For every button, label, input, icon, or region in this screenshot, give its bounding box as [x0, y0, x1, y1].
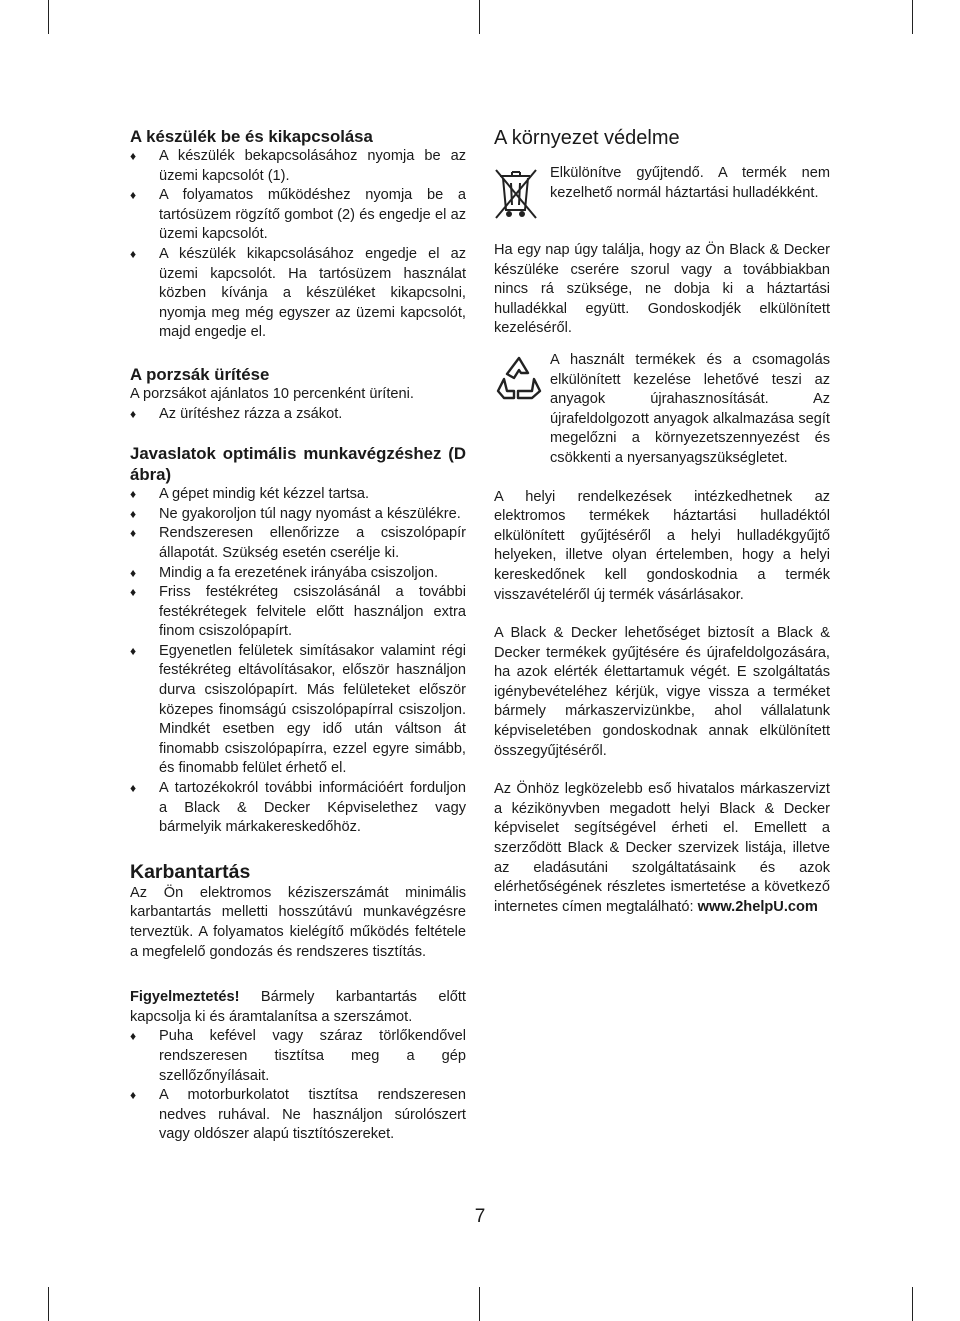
recycle-notice — [494, 353, 830, 469]
warning-list — [130, 1027, 466, 1145]
crop-mark-bottom-center — [479, 1287, 480, 1321]
dustbag-text: A porzsákot ajánlatos 10 percenként üríteni. — [130, 385, 414, 402]
crop-mark-bottom-right — [912, 1287, 913, 1321]
crop-mark-top-right — [912, 0, 913, 34]
bullet-diamond-icon: ♦ — [130, 565, 137, 580]
bullet-diamond-icon: ♦ — [130, 406, 137, 421]
list-item: ♦ A motorburkolatot tisztítsa rendszeresen nedves ruhával. Ne használjon súrolószert vagy oldószer alapú tisztítószereket. — [130, 1087, 466, 1143]
section-title-tips: Javaslatok optimális munkavégzéshez (D ábra) — [130, 444, 466, 485]
bullet-diamond-icon: ♦ — [130, 526, 137, 541]
maintenance-text: Az Ön elektromos kéziszerszámát minimális karbantartás melletti hosszútávú munkavégzésre terveztük. A folyamatos kielégítő működés feltétele a megfelelő gondozás és rendszeres tisztítás. — [130, 884, 466, 960]
list-item: ♦ Az ürítéshez rázza a zsákot. — [130, 405, 466, 425]
list-item: ♦ A készülék bekapcsolásához nyomja be az üzemi kapcsolót (1). — [130, 148, 466, 184]
bullet-diamond-icon: ♦ — [130, 506, 137, 521]
warning-paragraph — [130, 988, 466, 1027]
list-item: ♦ Friss festékréteg csiszolásánál a további festékrétegek felvitele előtt használjon extra finom csiszolópapírt. — [130, 584, 466, 640]
list-item: ♦ A folyamatos működéshez nyomja be a tartósüzem rögzítő gombot (2) és engedje el az üzemi kapcsolót. — [130, 187, 466, 243]
list-item: ♦ A gépet mindig két kézzel tartsa. — [130, 485, 466, 505]
service-link[interactable]: www.2helpU.com — [697, 898, 818, 915]
section-title-switching: A készülék be és kikapcsolása — [130, 127, 373, 146]
section-title-maintenance: Karbantartás — [130, 860, 251, 883]
crop-mark-bottom-left — [48, 1287, 49, 1321]
right-column — [494, 126, 830, 917]
crossed-bin-icon — [494, 166, 550, 227]
env-paragraph-3: A Black & Decker lehetőséget biztosít a Black & Decker termékek gyűjtésére és újrafeldolgozására, ha azok elérték élettartamuk végét. E szolgáltatás igénybevételéhez kérjük, vigye vissza a terméket bármely márkaszervizünkbe, ahol vállalatunk képviseletében gondoskodnak annak elkülönített összegyűjtéséről. — [494, 625, 830, 759]
warning-text: Bármely karbantartás előtt kapcsolja ki és áramtalanítsa a szerszámot. — [130, 989, 466, 1025]
bullet-diamond-icon: ♦ — [130, 585, 137, 600]
section-title-environment: A környezet védelme — [494, 127, 680, 149]
recycle-icon — [494, 353, 550, 408]
env-paragraph-4: Az Önhöz legközelebb eső hivatalos márkaszervizt a kézikönyvben megadott helyi Black & Decker képviselet segítségével érheti el. Emellett a szerződött Black & Decker szervizek listája, illetve az eladásutáni szolgáltatásaink és azok elérhetőségének részletes ismertetése a következő internetes címen megtalálható: www.2helpU.com — [494, 781, 830, 915]
crop-mark-top-center — [479, 0, 480, 34]
bullet-diamond-icon: ♦ — [130, 487, 137, 502]
crop-mark-top-left — [48, 0, 49, 34]
bullet-diamond-icon: ♦ — [130, 246, 137, 261]
switching-list — [130, 147, 466, 343]
left-column — [130, 126, 466, 1145]
bullet-diamond-icon: ♦ — [130, 149, 137, 163]
list-item: ♦ Ne gyakoroljon túl nagy nyomást a készülékre. — [130, 505, 466, 525]
list-item: ♦ Egyenetlen felületek simításakor valamint régi festékréteg eltávolításakor, először használjon durva csiszolópapírt. Más felületeket először közepes finomságú csiszolópapírral csiszoljon. Mindkét esetben egy idő után váltson át finomabb csiszolópapírra, ezzel egyre simább, és finomabb felület érhető el. — [130, 642, 466, 777]
list-item: ♦ Mindig a fa erezetének irányába csiszoljon. — [130, 564, 466, 584]
bin-notice — [494, 166, 830, 227]
list-item: ♦ Rendszeresen ellenőrizze a csiszolópapír állapotát. Szükség esetén cserélje ki. — [130, 525, 466, 561]
list-item: ♦ A tartozékokról további információért forduljon a Black & Decker Képviselethez vagy bármelyik márkakereskedőhöz. — [130, 780, 466, 836]
bullet-diamond-icon: ♦ — [130, 188, 137, 203]
recycle-notice-text: A használt termékek és a csomagolás elkülönített kezelése lehetővé teszi az anyagok újrahasznosítását. Az újrafeldolgozott anyagok alkalmazása segít megelőzni a környezetszennyezést és csökkenti a nyersanyagszükségletet. — [550, 351, 830, 466]
dustbag-list — [130, 405, 466, 425]
tips-list — [130, 485, 466, 838]
env-paragraph-1: Ha egy nap úgy találja, hogy az Ön Black & Decker készüléke cserére szorul vagy a továbbiakban nincs rá szüksége, ne dobja ki a háztartási hulladékkal együtt. Gondoskodjék elkülönített kezeléséről. — [494, 242, 830, 337]
bullet-diamond-icon: ♦ — [130, 1029, 137, 1044]
bullet-diamond-icon: ♦ — [130, 781, 137, 796]
list-item: ♦ A készülék kikapcsolásához engedje el az üzemi kapcsolót. Ha tartósüzem használat közben kívánja a készüléket kikapcsolni, nyomja meg még egyszer az üzemi kapcsolót, majd engedje el. — [130, 245, 466, 341]
env-paragraph-2: A helyi rendelkezések intézkedhetnek az elektromos termékek háztartási hulladéktól elkülönített gyűjtéséről a helyi hulladékgyűjtő helyeken, illetve olyan értelemben, hogy a helyi kereskedőnek kell gondoskodnia a termék visszavételéről új termék vásárlásakor. — [494, 488, 830, 603]
warning-label: Figyelmeztetés! — [130, 989, 240, 1006]
list-item: ♦ Puha kefével vagy száraz törlőkendővel rendszeresen tisztítsa meg a gép szellőzőnyílásait. — [130, 1028, 466, 1084]
bullet-diamond-icon: ♦ — [130, 643, 137, 658]
bullet-diamond-icon: ♦ — [130, 1088, 137, 1103]
section-title-dustbag: A porzsák ürítése — [130, 364, 270, 384]
page-number: 7 — [474, 1206, 486, 1227]
bin-notice-text: Elkülönítve gyűjtendő. A termék nem kezelhető normál háztartási hulladékként. — [550, 165, 830, 201]
